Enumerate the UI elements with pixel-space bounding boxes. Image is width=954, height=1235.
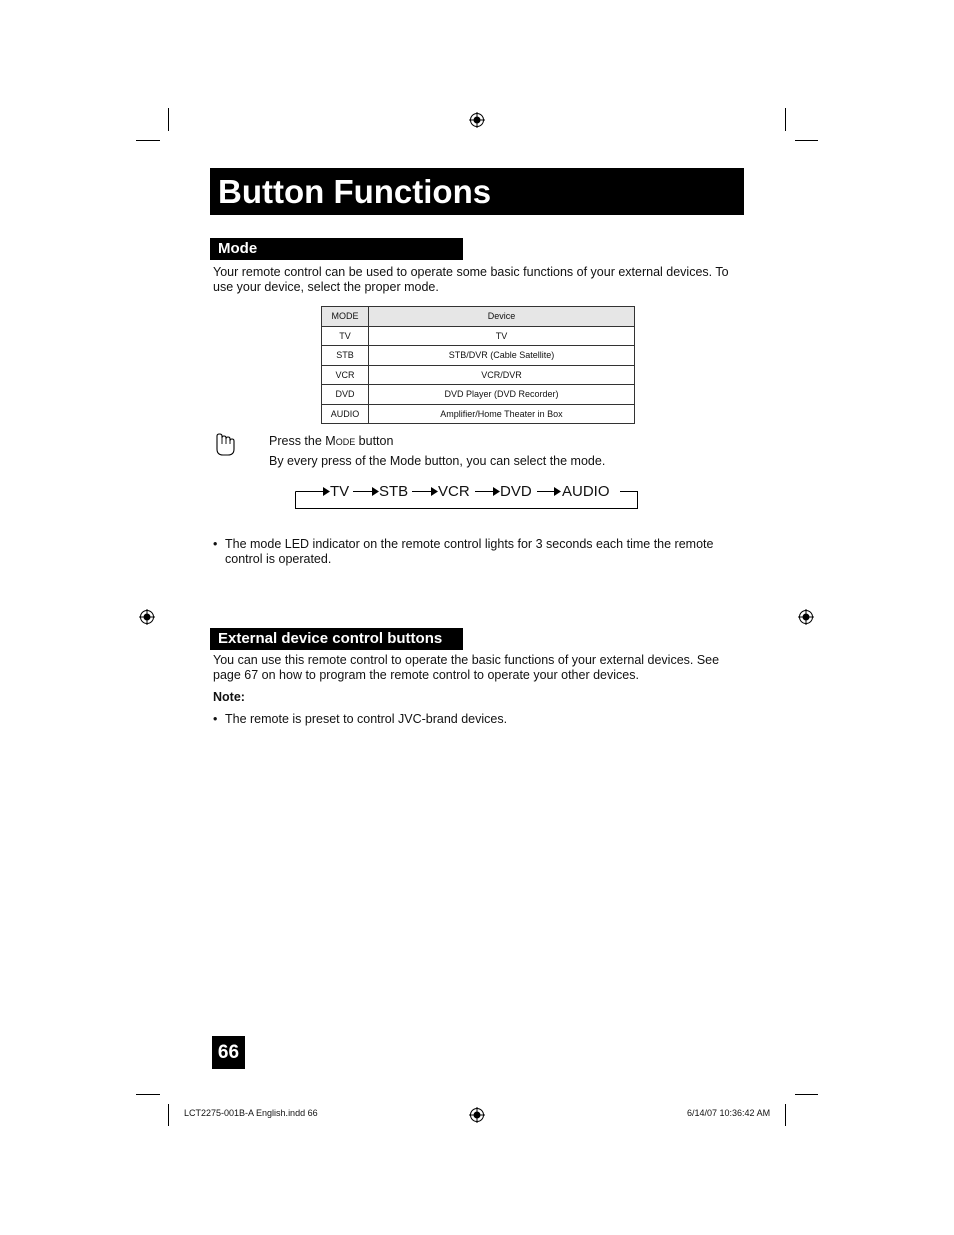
crop-mark bbox=[785, 1104, 786, 1126]
external-intro-line-2: page 67 on how to program the remote control to operate your other devices. bbox=[213, 668, 639, 682]
note-label: Note: bbox=[213, 690, 245, 704]
press-suffix: button bbox=[355, 434, 394, 448]
page-number: 66 bbox=[212, 1036, 245, 1069]
table-cell-mode: STB bbox=[322, 346, 369, 366]
mode-intro-line-1: Your remote control can be used to operate some basic functions of your external devices. To bbox=[213, 265, 729, 279]
mode-button-word: Mode bbox=[325, 434, 356, 448]
table-cell-device: DVD Player (DVD Recorder) bbox=[369, 385, 635, 405]
press-prefix: Press the bbox=[269, 434, 326, 448]
table-cell-mode: DVD bbox=[322, 385, 369, 405]
mode-intro-line-2: use your device, select the proper mode. bbox=[213, 280, 439, 294]
table-row bbox=[322, 365, 635, 385]
crop-mark bbox=[168, 108, 169, 131]
registration-mark-icon bbox=[469, 112, 485, 128]
press-mode-instruction bbox=[269, 434, 393, 450]
table-row bbox=[322, 385, 635, 405]
crop-mark bbox=[136, 140, 160, 141]
table-cell-mode: AUDIO bbox=[322, 404, 369, 424]
table-cell-mode: VCR bbox=[322, 365, 369, 385]
mode-device-table bbox=[321, 306, 635, 424]
press-mode-detail: By every press of the Mode button, you can select the mode. bbox=[269, 454, 606, 468]
table-header-row bbox=[322, 307, 635, 327]
table-row bbox=[322, 326, 635, 346]
jvc-preset-note: The remote is preset to control JVC-brand devices. bbox=[225, 712, 508, 726]
table-row bbox=[322, 404, 635, 424]
registration-mark-icon bbox=[139, 609, 155, 625]
table-cell-device: VCR/DVR bbox=[369, 365, 635, 385]
mode-led-note-line-2: control is operated. bbox=[225, 552, 332, 566]
table-cell-mode: TV bbox=[322, 326, 369, 346]
footer-timestamp: 6/14/07 10:36:42 AM bbox=[687, 1108, 771, 1118]
sequence-item-vcr: VCR bbox=[438, 483, 470, 500]
external-section-heading: External device control buttons bbox=[210, 628, 463, 650]
mode-section-heading: Mode bbox=[210, 238, 463, 260]
crop-mark bbox=[136, 1094, 160, 1095]
table-cell-device: TV bbox=[369, 326, 635, 346]
hand-press-icon bbox=[213, 433, 237, 457]
table-cell-device: STB/DVR (Cable Satellite) bbox=[369, 346, 635, 366]
crop-mark bbox=[168, 1104, 169, 1126]
table-header-mode: MODE bbox=[322, 307, 369, 327]
sequence-item-stb: STB bbox=[379, 483, 409, 500]
sequence-item-audio: AUDIO bbox=[562, 483, 610, 500]
bullet-symbol: • bbox=[213, 712, 218, 726]
footer-file-name: LCT2275-001B-A English.indd 66 bbox=[184, 1108, 318, 1118]
registration-mark-icon bbox=[798, 609, 814, 625]
bullet-symbol: • bbox=[213, 537, 218, 551]
crop-mark bbox=[795, 140, 818, 141]
mode-cycle-diagram bbox=[295, 483, 638, 508]
table-row bbox=[322, 346, 635, 366]
table-cell-device: Amplifier/Home Theater in Box bbox=[369, 404, 635, 424]
crop-mark bbox=[785, 108, 786, 131]
crop-mark bbox=[795, 1094, 818, 1095]
page-title: Button Functions bbox=[210, 168, 744, 215]
table-header-device: Device bbox=[369, 307, 635, 327]
sequence-item-tv: TV bbox=[330, 483, 350, 500]
external-intro-line-1: You can use this remote control to operate the basic functions of your external devices. See bbox=[213, 653, 720, 667]
mode-led-note-line-1: The mode LED indicator on the remote control lights for 3 seconds each time the remote bbox=[225, 537, 714, 551]
registration-mark-icon bbox=[469, 1107, 485, 1123]
sequence-item-dvd: DVD bbox=[500, 483, 532, 500]
